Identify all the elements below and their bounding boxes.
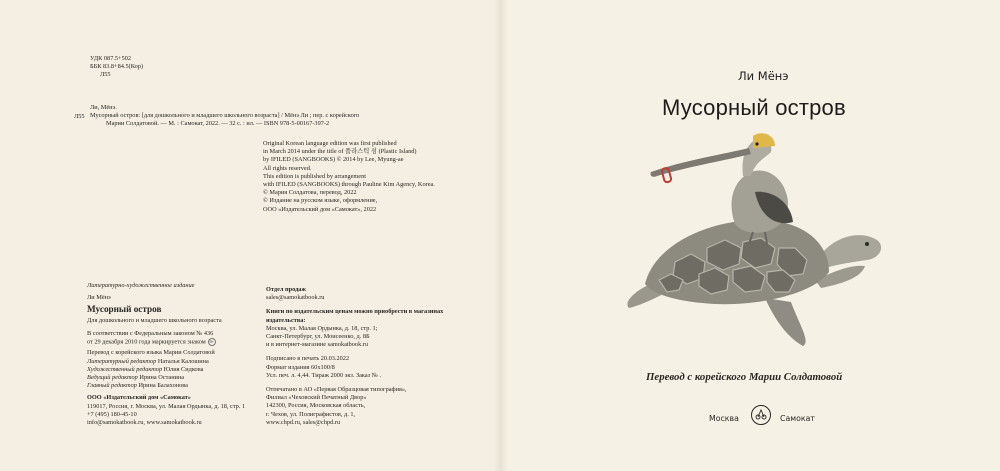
cover-author: Ли Мёнэ [738, 69, 789, 83]
original-line: with IFILED (SANGBOOKS) through Pauline Kim Agency, Korea. [263, 181, 435, 189]
original-line: This edition is published by arrangement [263, 172, 367, 180]
original-line: in March 2014 under the title of 플라스틱 섬 (Plastic Island) [263, 148, 417, 156]
print-info [266, 355, 476, 380]
credit-line [87, 374, 257, 382]
original-line: All rights reserved. [263, 164, 312, 172]
catalog-record [74, 104, 454, 129]
credit-line [87, 382, 257, 390]
imprint-author: Ли Мёнэ [87, 294, 111, 302]
translator-credit: Перевод с корейского Марии Солдатовой [646, 371, 843, 383]
sales-heading: Отдел продаж [266, 286, 306, 293]
printer-line: г. Чехов, ул. Полиграфистов, д. 1, [266, 410, 356, 418]
pelican-beak [650, 148, 751, 177]
publishing-city: Москва [709, 414, 739, 423]
printer-line: Отпечатано в АО «Первая Образцовая типография», [266, 386, 407, 394]
original-line: Original Korean language edition was first published [263, 140, 397, 147]
publisher-phone: +7 (495) 180-45-10 [87, 410, 137, 418]
stores-heading: Книги по издательским ценам можно приобрести в магазинах издательства: [266, 308, 444, 324]
credit-role: Перевод с корейского языка [87, 349, 162, 357]
original-line: © Мария Солдатова, перевод, 2022 [263, 189, 357, 197]
credit-name: Марии Солдатовой [163, 349, 215, 357]
original-edition-notice [263, 140, 493, 214]
age-rating-badge: 0+ [209, 338, 214, 344]
print-line: Усл. печ. л. 4,44. Тираж 2000 экз. Заказ № . [266, 371, 381, 379]
sales-email: sales@samokatbook.ru [266, 294, 325, 302]
credit-name: Наталья Калошина [157, 357, 209, 365]
credit-role: Главный редактор [87, 382, 137, 390]
credit-role: Художественный редактор [87, 365, 163, 373]
samokat-logo-icon [750, 404, 772, 426]
catalog-codes [90, 55, 143, 80]
publisher-links: info@samokatbook.ru, www.samokatbook.ru [87, 419, 202, 427]
udc-code: УДК 087.5+502 [90, 55, 132, 62]
catalog-author: Ли, Мёнэ. [90, 104, 117, 111]
author-sign: Л55 [100, 71, 111, 79]
printer-line: 142300, Россия, Московская область, [266, 402, 366, 410]
cover-publisher: Самокат [780, 414, 815, 423]
imprint-title: Мусорный остров [87, 304, 162, 315]
printer-line: www.chpd.ru, sales@chpd.ru [266, 418, 341, 426]
pelican-eye [755, 142, 758, 145]
credit-line [87, 366, 257, 374]
credit-role: Ведущий редактор [87, 374, 138, 382]
law-line: В соответствии с Федеральным законом № 436 [87, 329, 214, 337]
store-line: и в интернет-магазине samokatbook.ru [266, 341, 369, 349]
pelican-yellow-hat [753, 133, 775, 148]
publisher-name: ООО «Издательский дом «Самокат» [87, 394, 191, 402]
credit-name: Юлия Сидкова [163, 365, 204, 373]
turtle-head [823, 235, 881, 268]
credit-line [87, 358, 257, 366]
turtle-front-flipper [765, 298, 806, 346]
turtle-eye [865, 242, 869, 246]
original-line: by IFILED (SANGBOOKS) © 2014 by Lee, Myung-ae [263, 156, 404, 164]
credit-line [87, 349, 257, 357]
stores-info [266, 308, 476, 349]
law-line-2 [87, 338, 257, 347]
bbk-code: ББК 83.8+84.5(Кор) [90, 63, 143, 71]
credit-name: Ирина Останина [139, 374, 185, 382]
original-line: © Издание на русском языке, оформление, [263, 197, 378, 205]
credit-name: Ирина Балахонова [138, 382, 188, 390]
original-line: ООО «Издательский дом «Самокат», 2022 [263, 205, 377, 213]
imprint-block [87, 282, 257, 427]
catalog-code: Л55 [74, 113, 85, 120]
printer-line: Филиал «Чеховский Печатный Двор» [266, 394, 367, 402]
catalog-description-cont: Марии Солдатовой. — М. : Самокат, 2022. — 32 с. : ил. — ISBN 978-5-00167-397-2 [106, 120, 330, 128]
publisher-contacts [87, 394, 257, 427]
credits-list [87, 349, 257, 390]
book-title: Мусорный остров [662, 95, 846, 120]
publisher-address: 119017, Россия, г. Москва, ул. Малая Ордынка, д. 18, стр. 1 [87, 402, 246, 410]
law-line-text: от 29 декабря 2010 года маркируется знаком [87, 338, 206, 346]
catalog-description: Мусорный остров: [для дошкольного и младшего школьного возраста] / Мёнэ Ли ; пер. с корейского [90, 112, 360, 120]
store-line: Москва, ул. Малая Ордынка, д. 18, стр. 1; [266, 324, 378, 332]
turtle-pelican-illustration [615, 132, 895, 354]
sales-dept [266, 286, 476, 302]
page-gutter [494, 0, 508, 471]
store-line: Санкт-Петербург, ул. Моисеенко, д. 8Б [266, 333, 370, 341]
genre-label: Литературно-художественное издание [87, 282, 195, 289]
credit-role: Литературный редактор [87, 357, 157, 365]
print-line: Подписано в печать 20.03.2022 [266, 355, 350, 363]
imprint-audience: Для дошкольного и младшего школьного возраста [87, 317, 222, 325]
print-line: Формат издания 60х100/8 [266, 363, 335, 371]
sales-info [266, 286, 476, 433]
printer-info [266, 386, 476, 427]
